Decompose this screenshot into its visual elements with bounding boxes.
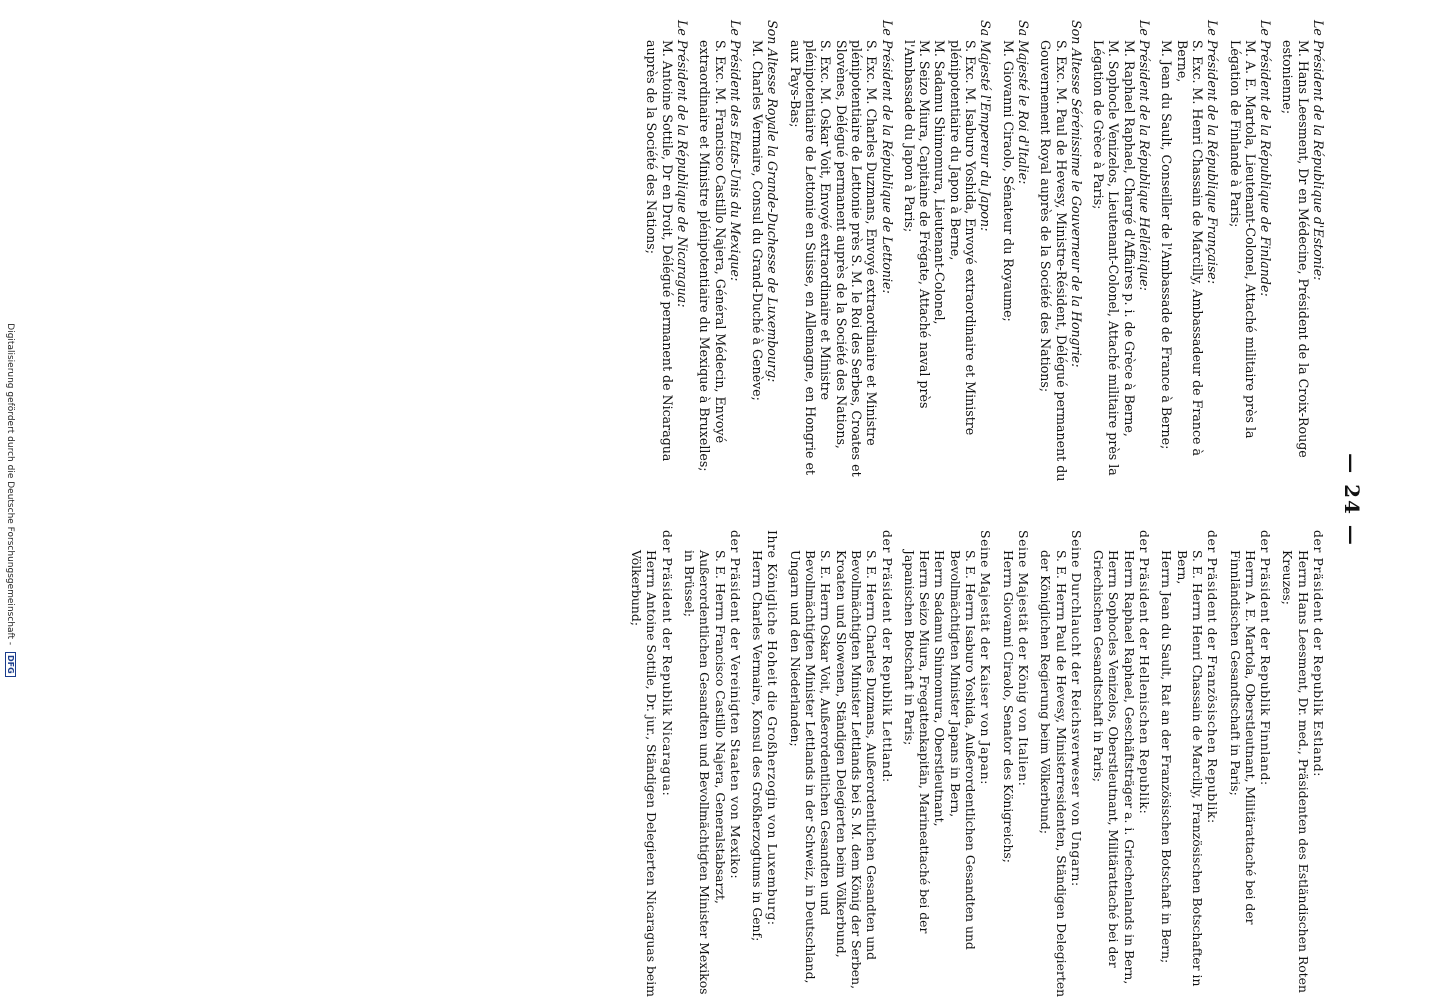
signatory-entry bbox=[1000, 20, 1031, 490]
signatory-entry bbox=[1091, 530, 1152, 1000]
plenipotentiary: M. Hans Leesment, Dr en Médecine, Président de la Croix-Rouge estonienne; bbox=[1280, 40, 1311, 458]
plenipotentiary: S. E. Herrn Charles Duzmans, Außerordentlichen Gesandten und Bevollmächtigten Minister Lettlands bei S. M. dem König der Serben, Kroaten und Slowenen, Ständigen Delegierten beim Völkerbund, bbox=[833, 550, 880, 990]
plenipotentiary: S. Exc. M. Henri Chassain de Marcilly, Ambassadeur de France à Berne, bbox=[1174, 40, 1205, 456]
head-of-state: der Präsident der Französischen Republik: bbox=[1205, 530, 1221, 824]
head-of-state: der Präsident der Republik Estland: bbox=[1311, 530, 1326, 778]
plenipotentiary: S. Exc. M. Isaburo Yoshida, Envoyé extraordinaire et Ministre plénipotentiaire du Japon à Berne, bbox=[947, 40, 979, 436]
plenipotentiary: Herrn Sophocles Venizelos, Oberstleutnant, Militärattaché bei der Griechischen Gesandtschaft in Paris; bbox=[1091, 550, 1122, 968]
signatory-entry bbox=[644, 20, 690, 490]
plenipotentiary: M. Sophocle Venizelos, Lieutenant-Colonel, Attaché militaire près la Légation de Grèce à Paris; bbox=[1091, 40, 1122, 476]
head-of-state: Le Président de la République Française: bbox=[1205, 20, 1221, 284]
plenipotentiary: S. E. Herrn Henri Chassain de Marcilly, Französischen Botschafter in Bern, bbox=[1174, 550, 1205, 987]
plenipotentiary: M. Antoine Sottile, Dr en Droit, Délégué permanent de Nicaragua auprès de la Société des Nations; bbox=[644, 40, 675, 462]
signatory-entry bbox=[788, 20, 895, 490]
plenipotentiary: Herrn Raphael Raphael, Geschäftsträger a. i. Griechenlands in Bern, bbox=[1121, 550, 1137, 985]
signatory-entry bbox=[1038, 530, 1084, 1000]
head-of-state: Seine Majestät der König von Italien: bbox=[1015, 530, 1031, 787]
plenipotentiary: S. E. Herrn Isaburo Yoshida, Außerordentlichen Gesandten und Bevollmächtigten Minister Japans in Bern, bbox=[947, 550, 979, 950]
plenipotentiary: M. Raphael Raphael, Chargé d'Affaires p. i. de Grèce à Berne, bbox=[1121, 40, 1137, 437]
signatory-entry bbox=[902, 530, 994, 1000]
plenipotentiary: M. Jean du Sault, Conseiller de l'Ambassade de France à Berne; bbox=[1159, 40, 1175, 450]
plenipotentiary: Herrn Jean du Sault, Rat an der Französischen Botschaft in Bern; bbox=[1159, 550, 1175, 964]
plenipotentiary: Herrn Giovanni Ciraolo, Senator des Königreichs; bbox=[1000, 550, 1016, 863]
signatory-entry bbox=[1159, 20, 1220, 490]
plenipotentiary: M. Giovanni Ciraolo, Sénateur du Royaume; bbox=[1000, 40, 1016, 322]
signatory-entry bbox=[750, 530, 781, 1000]
head-of-state: der Präsident der Republik Finnland: bbox=[1258, 530, 1274, 786]
plenipotentiary: Herrn A. E. Martola, Oberstleutnant, Militärattaché bei der Finnländischen Gesandtschaft in Paris; bbox=[1227, 550, 1258, 925]
plenipotentiary: S. E. Herrn Paul de Hevesy, Ministerresidenten, Ständigen Delegierten der Königlichen Regierung beim Völkerbund; bbox=[1038, 550, 1069, 998]
signatory-entry bbox=[1280, 530, 1326, 1000]
plenipotentiary: S. Exc. M. Paul de Hevesy, Ministre-Résident, Délégué permanent du Gouvernement Royal auprès de la Société des Nations; bbox=[1038, 40, 1069, 482]
plenipotentiary: Herrn Charles Vermaire, Konsul des Großherzogtums in Genf; bbox=[750, 550, 766, 942]
head-of-state: Sa Majesté l'Empereur du Japon: bbox=[978, 20, 994, 232]
footer-text: Digitalisierung gefördert durch die Deutsche Forschungsgemeinschaft - bbox=[5, 323, 15, 646]
head-of-state: Seine Majestät der Kaiser von Japan: bbox=[978, 530, 994, 786]
plenipotentiary: Herrn Hans Leesment, Dr. med., Präsidenten des Estländischen Roten Kreuzes; bbox=[1280, 550, 1311, 993]
signatory-entry bbox=[1000, 530, 1031, 1000]
head-of-state: der Präsident der Republik Nicaragua: bbox=[659, 530, 675, 797]
signatory-entry bbox=[750, 20, 781, 490]
plenipotentiary: S. Exc. M. Francisco Castillo Najera, Général Médecin, Envoyé extraordinaire et Ministre plénipotentiaire du Mexique à Bruxelles; bbox=[697, 40, 728, 472]
plenipotentiary: M. Sadamu Shimomura, Lieutenant-Colonel, bbox=[932, 40, 948, 325]
signatory-entry bbox=[1227, 20, 1273, 490]
plenipotentiary: Herrn Antoine Sottile, Dr. jur., Ständigen Delegierten Nicaraguas beim Völkerbund; bbox=[629, 550, 660, 997]
head-of-state: Le Président des Etats-Unis du Mexique: bbox=[727, 20, 743, 282]
signatory-entry bbox=[629, 530, 675, 1000]
signatory-entry bbox=[788, 530, 895, 1000]
head-of-state: der Präsident der Hellenischen Republik: bbox=[1137, 530, 1153, 815]
head-of-state: Le Président de la République de Finlande: bbox=[1258, 20, 1274, 297]
plenipotentiary: Herrn Sadamu Shimomura, Oberstleutnant, bbox=[932, 550, 948, 827]
head-of-state: Sa Majesté le Roi d'Italie: bbox=[1015, 20, 1031, 185]
digitization-footer bbox=[5, 0, 16, 1000]
plenipotentiary: S. E. Herrn Oskar Voit, Außerordentlichen Gesandten und Bevollmächtigten Minister Lettlands in der Schweiz, in Deutschland, Ungarn und den Niederlanden; bbox=[787, 550, 834, 984]
head-of-state: Son Altesse Sérénissime le Gouverneur de la Hongrie: bbox=[1068, 20, 1084, 368]
signatory-entry bbox=[682, 530, 743, 1000]
head-of-state: Le Président de la République Hellénique: bbox=[1137, 20, 1153, 291]
head-of-state: Ihre Königliche Hoheit die Großherzogin von Luxemburg: bbox=[765, 530, 781, 926]
plenipotentiary: S. E. Herrn Francisco Castillo Najera, Generalstabsarzt, Außerordentlichen Gesandten und Bevollmächtigten Minister Mexikos in Brüssel; bbox=[682, 550, 728, 995]
plenipotentiary: M. A. E. Martola, Lieutenant-Colonel, Attaché militaire près la Légation de Finlande à Paris; bbox=[1227, 40, 1258, 439]
head-of-state: Son Altesse Royale la Grande-Duchesse de Luxembourg: bbox=[765, 20, 781, 383]
head-of-state: Le Président de la République d'Estonie: bbox=[1311, 20, 1326, 281]
head-of-state: Seine Durchlaucht der Reichsverweser von Ungarn: bbox=[1068, 530, 1084, 887]
plenipotentiary: M. Seizo Miura, Capitaine de Frégate, Attaché naval près l'Ambassade du Japon à Paris; bbox=[901, 40, 933, 409]
plenipotentiary: S. Exc. M. Charles Duzmans, Envoyé extraordinaire et Ministre plénipotentiaire de Lettonie près S. M. le Roi des Serbes, Croates et Slovènes, Délégué permanent auprès de la Société des Nations, bbox=[833, 40, 880, 477]
plenipotentiary: S. Exc. M. Oskar Voit, Envoyé extraordinaire et Ministre plénipotentiaire de Lettonie en Suisse, en Allemagne, en Hongrie et aux Pays-Bas; bbox=[787, 40, 834, 475]
german-column bbox=[622, 530, 1326, 1000]
head-of-state: der Präsident der Republik Lettland: bbox=[879, 530, 895, 783]
head-of-state: der Präsident der Vereinigten Staaten von Mexiko: bbox=[727, 530, 743, 880]
page-number: — 24 — bbox=[1340, 453, 1364, 547]
signatory-entry bbox=[902, 20, 994, 490]
french-column bbox=[637, 20, 1326, 490]
signatory-entry bbox=[1227, 530, 1273, 1000]
signatory-entry bbox=[1280, 20, 1326, 490]
signatory-entry bbox=[1038, 20, 1084, 490]
signatory-entry bbox=[1091, 20, 1152, 490]
head-of-state: Le Président de la République de Lettonie: bbox=[879, 20, 895, 294]
head-of-state: Le Président de la République de Nicaragua: bbox=[675, 20, 691, 308]
plenipotentiary: Herrn Seizo Miura, Fregattenkapitän, Marineattaché bei der Japanischen Botschaft in Paris; bbox=[901, 550, 933, 934]
plenipotentiary: M. Charles Vermaire, Consul du Grand-Duché à Genève; bbox=[750, 40, 766, 401]
dfg-logo: DFG bbox=[5, 652, 16, 677]
signatory-entry bbox=[1159, 530, 1220, 1000]
signatory-entry bbox=[697, 20, 743, 490]
